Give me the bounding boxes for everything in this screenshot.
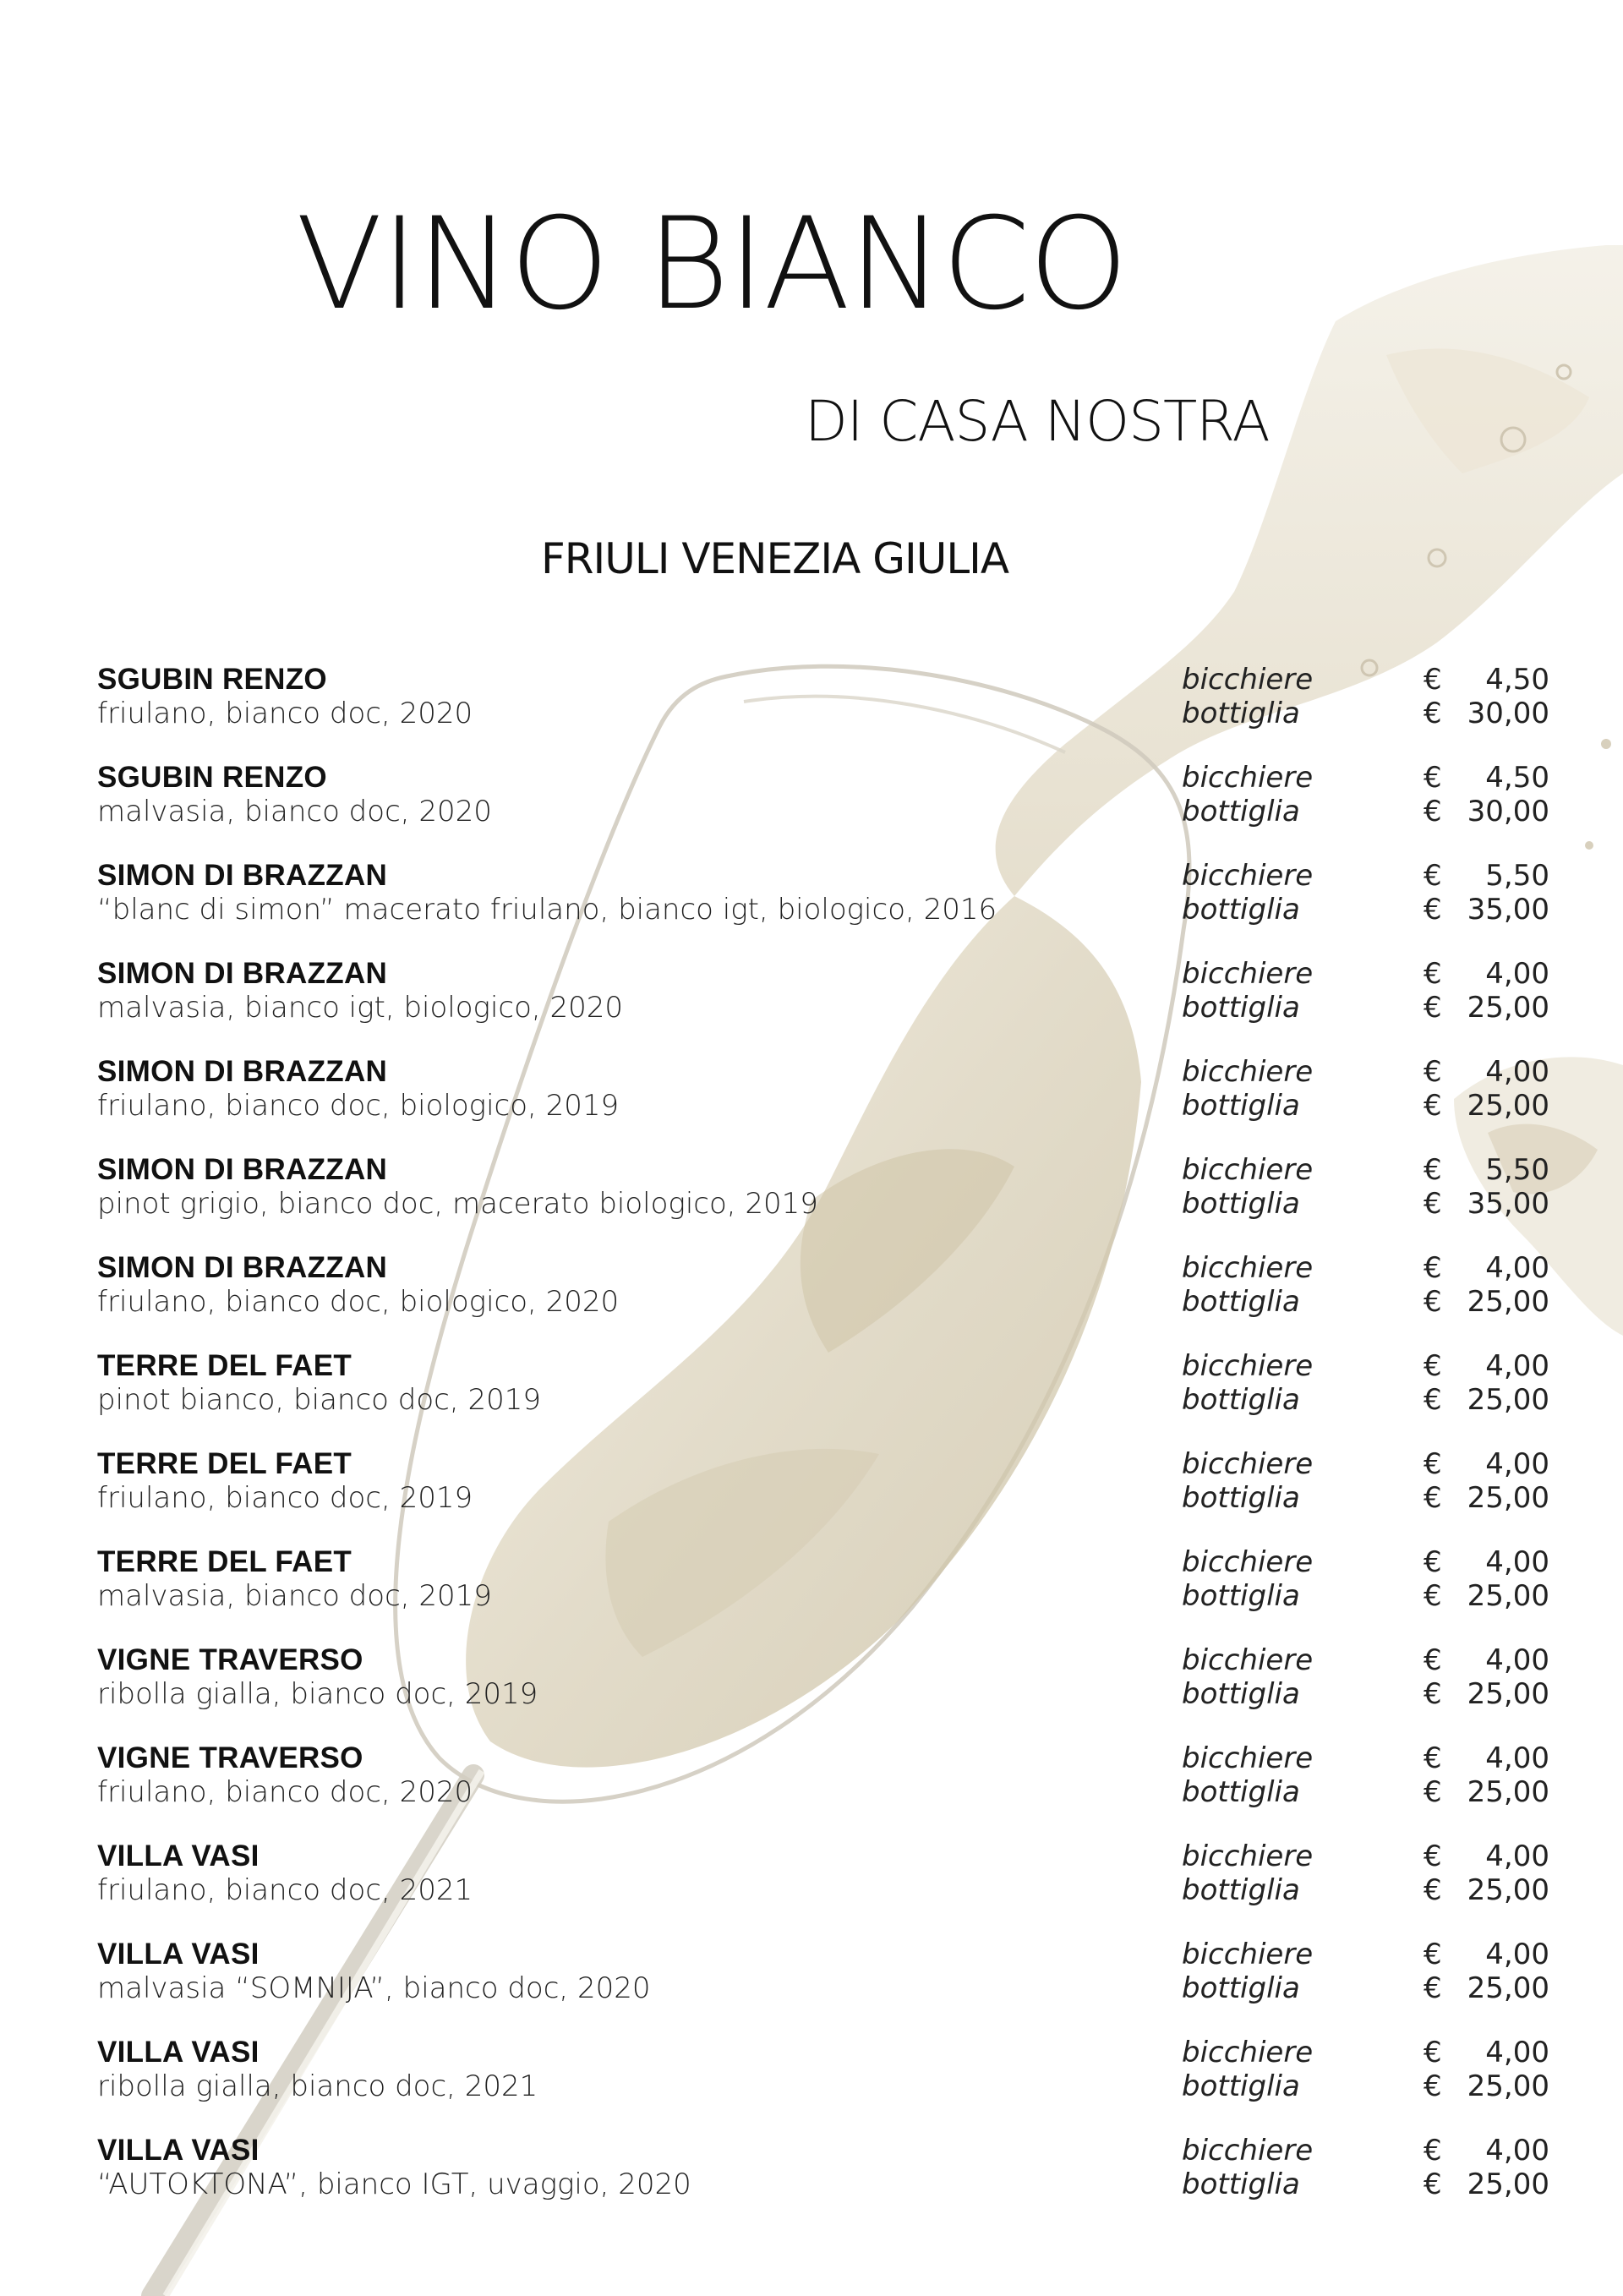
wine-description: friulano, bianco doc, biologico, 2019 — [97, 1089, 620, 1123]
glass-currency: € — [1424, 761, 1442, 795]
glass-currency: € — [1424, 1938, 1442, 1971]
bottle-label: bottiglia — [1182, 1089, 1300, 1123]
glass-currency: € — [1424, 1055, 1442, 1089]
glass-price: 4,00 — [1485, 1055, 1549, 1089]
bottle-currency: € — [1424, 1873, 1442, 1907]
wine-description: friulano, bianco doc, 2021 — [97, 1873, 473, 1907]
glass-price: 5,50 — [1485, 859, 1549, 893]
bottle-price-row — [1182, 1383, 1549, 1417]
bottle-price-row — [1182, 893, 1549, 927]
glass-currency: € — [1424, 1153, 1442, 1187]
glass-price-row — [1182, 2134, 1549, 2168]
bottle-price-row — [1182, 697, 1549, 730]
bottle-price: 25,00 — [1467, 1285, 1549, 1319]
glass-currency: € — [1424, 2134, 1442, 2168]
wine-description: friulano, bianco doc, biologico, 2020 — [97, 1285, 620, 1319]
glass-price-row — [1182, 957, 1549, 991]
glass-price-row — [1182, 1545, 1549, 1579]
wine-item — [97, 1643, 1549, 1741]
bottle-label: bottiglia — [1182, 893, 1300, 927]
bottle-price: 25,00 — [1467, 991, 1549, 1025]
bottle-currency: € — [1424, 795, 1442, 828]
wine-producer: SIMON DI BRAZZAN — [97, 1153, 388, 1186]
glass-label: bicchiere — [1182, 2036, 1314, 2069]
bottle-currency: € — [1424, 1285, 1442, 1319]
wine-item — [97, 1938, 1549, 2036]
glass-price-row — [1182, 1741, 1549, 1775]
glass-currency: € — [1424, 1741, 1442, 1775]
glass-price-row — [1182, 1447, 1549, 1481]
bottle-price: 30,00 — [1467, 795, 1549, 828]
bottle-label: bottiglia — [1182, 1579, 1300, 1613]
bottle-price-row — [1182, 2069, 1549, 2103]
bottle-price: 30,00 — [1467, 697, 1549, 730]
bottle-currency: € — [1424, 1187, 1442, 1221]
glass-price: 4,00 — [1485, 1938, 1549, 1971]
bottle-price-row — [1182, 1971, 1549, 2005]
wine-description: malvasia, bianco doc, 2020 — [97, 795, 492, 828]
wine-item — [97, 1447, 1549, 1545]
bottle-price-row — [1182, 1285, 1549, 1319]
wine-producer: SIMON DI BRAZZAN — [97, 957, 388, 990]
bottle-currency: € — [1424, 893, 1442, 927]
wine-item — [97, 2036, 1549, 2134]
bottle-price: 25,00 — [1467, 1089, 1549, 1123]
bottle-label: bottiglia — [1182, 991, 1300, 1025]
glass-label: bicchiere — [1182, 2134, 1314, 2168]
glass-price: 4,00 — [1485, 1545, 1549, 1579]
glass-price: 4,50 — [1485, 761, 1549, 795]
bottle-price: 25,00 — [1467, 1383, 1549, 1417]
wine-description: malvasia, bianco igt, biologico, 2020 — [97, 991, 624, 1025]
glass-price: 4,00 — [1485, 1251, 1549, 1285]
glass-label: bicchiere — [1182, 761, 1314, 795]
wine-producer: VILLA VASI — [97, 1840, 260, 1872]
bottle-price-row — [1182, 991, 1549, 1025]
glass-price: 4,00 — [1485, 1741, 1549, 1775]
bottle-currency: € — [1424, 991, 1442, 1025]
bottle-label: bottiglia — [1182, 795, 1300, 828]
region-heading: FRIULI VENEZIA GIULIA — [541, 534, 1009, 583]
wine-description: pinot grigio, bianco doc, macerato biologico, 2019 — [97, 1187, 818, 1221]
wine-producer: TERRE DEL FAET — [97, 1545, 352, 1578]
wine-producer: SIMON DI BRAZZAN — [97, 1055, 388, 1088]
wine-description: friulano, bianco doc, 2020 — [97, 697, 473, 730]
glass-price: 4,00 — [1485, 1643, 1549, 1677]
bottle-label: bottiglia — [1182, 2168, 1300, 2201]
bottle-label: bottiglia — [1182, 1971, 1300, 2005]
glass-label: bicchiere — [1182, 1643, 1314, 1677]
glass-currency: € — [1424, 1840, 1442, 1873]
bottle-label: bottiglia — [1182, 1383, 1300, 1417]
wine-description: ribolla gialla, bianco doc, 2019 — [97, 1677, 538, 1711]
glass-currency: € — [1424, 1545, 1442, 1579]
bottle-currency: € — [1424, 1383, 1442, 1417]
glass-label: bicchiere — [1182, 1840, 1314, 1873]
glass-price: 4,00 — [1485, 957, 1549, 991]
glass-price: 4,00 — [1485, 2134, 1549, 2168]
glass-price-row — [1182, 1840, 1549, 1873]
glass-price-row — [1182, 2036, 1549, 2069]
glass-label: bicchiere — [1182, 1251, 1314, 1285]
glass-currency: € — [1424, 2036, 1442, 2069]
glass-price-row — [1182, 1938, 1549, 1971]
bottle-label: bottiglia — [1182, 1677, 1300, 1711]
bottle-price: 25,00 — [1467, 2168, 1549, 2201]
glass-label: bicchiere — [1182, 1153, 1314, 1187]
glass-price: 4,00 — [1485, 1840, 1549, 1873]
wine-item — [97, 663, 1549, 761]
wine-description: pinot bianco, bianco doc, 2019 — [97, 1383, 541, 1417]
wine-producer: VILLA VASI — [97, 2036, 260, 2069]
glass-currency: € — [1424, 1643, 1442, 1677]
bottle-price: 25,00 — [1467, 1579, 1549, 1613]
bottle-currency: € — [1424, 1481, 1442, 1515]
glass-price-row — [1182, 859, 1549, 893]
bottle-price-row — [1182, 1677, 1549, 1711]
bottle-price-row — [1182, 1873, 1549, 1907]
wine-item — [97, 1741, 1549, 1840]
bottle-currency: € — [1424, 1775, 1442, 1809]
wine-producer: SGUBIN RENZO — [97, 663, 327, 696]
glass-label: bicchiere — [1182, 1938, 1314, 1971]
glass-price-row — [1182, 1251, 1549, 1285]
wine-item — [97, 859, 1549, 957]
bottle-currency: € — [1424, 2069, 1442, 2103]
bottle-price: 35,00 — [1467, 1187, 1549, 1221]
bottle-price: 25,00 — [1467, 1481, 1549, 1515]
wine-producer: VILLA VASI — [97, 1938, 260, 1971]
page-subtitle: DI CASA NOSTRA — [805, 389, 1270, 454]
glass-label: bicchiere — [1182, 957, 1314, 991]
wine-description: ribolla gialla, bianco doc, 2021 — [97, 2069, 538, 2103]
glass-currency: € — [1424, 663, 1442, 697]
bottle-label: bottiglia — [1182, 1187, 1300, 1221]
glass-currency: € — [1424, 1447, 1442, 1481]
bottle-price-row — [1182, 1579, 1549, 1613]
wine-item — [97, 2134, 1549, 2232]
wine-item — [97, 1349, 1549, 1447]
page-title: VINO BIANCO — [296, 191, 1127, 338]
glass-label: bicchiere — [1182, 1447, 1314, 1481]
bottle-price: 25,00 — [1467, 1971, 1549, 2005]
glass-label: bicchiere — [1182, 663, 1314, 697]
wine-producer: SGUBIN RENZO — [97, 761, 327, 794]
bottle-currency: € — [1424, 697, 1442, 730]
glass-price-row — [1182, 1055, 1549, 1089]
bottle-label: bottiglia — [1182, 2069, 1300, 2103]
bottle-currency: € — [1424, 1677, 1442, 1711]
wine-item — [97, 1055, 1549, 1153]
glass-price: 4,00 — [1485, 2036, 1549, 2069]
wine-list — [97, 663, 1549, 2232]
bottle-price-row — [1182, 1775, 1549, 1809]
glass-price-row — [1182, 761, 1549, 795]
wine-producer: TERRE DEL FAET — [97, 1447, 352, 1480]
wine-item — [97, 1153, 1549, 1251]
glass-currency: € — [1424, 957, 1442, 991]
glass-label: bicchiere — [1182, 1741, 1314, 1775]
glass-price: 4,00 — [1485, 1349, 1549, 1383]
bottle-price: 25,00 — [1467, 1873, 1549, 1907]
glass-price: 4,50 — [1485, 663, 1549, 697]
wine-description: malvasia, bianco doc, 2019 — [97, 1579, 492, 1613]
bottle-price: 25,00 — [1467, 1677, 1549, 1711]
bottle-label: bottiglia — [1182, 697, 1300, 730]
bottle-label: bottiglia — [1182, 1873, 1300, 1907]
glass-label: bicchiere — [1182, 1545, 1314, 1579]
glass-price-row — [1182, 1153, 1549, 1187]
bottle-label: bottiglia — [1182, 1285, 1300, 1319]
wine-item — [97, 761, 1549, 859]
wine-producer: VIGNE TRAVERSO — [97, 1643, 363, 1676]
bottle-price: 35,00 — [1467, 893, 1549, 927]
glass-price: 4,00 — [1485, 1447, 1549, 1481]
bottle-price-row — [1182, 2168, 1549, 2201]
glass-label: bicchiere — [1182, 1055, 1314, 1089]
wine-producer: VILLA VASI — [97, 2134, 260, 2167]
bottle-price-row — [1182, 1089, 1549, 1123]
wine-item — [97, 1545, 1549, 1643]
glass-price-row — [1182, 1643, 1549, 1677]
wine-producer: SIMON DI BRAZZAN — [97, 1251, 388, 1284]
glass-price-row — [1182, 663, 1549, 697]
bottle-price: 25,00 — [1467, 2069, 1549, 2103]
bottle-currency: € — [1424, 2168, 1442, 2201]
bottle-price-row — [1182, 795, 1549, 828]
glass-currency: € — [1424, 859, 1442, 893]
glass-currency: € — [1424, 1349, 1442, 1383]
bottle-price: 25,00 — [1467, 1775, 1549, 1809]
bottle-currency: € — [1424, 1089, 1442, 1123]
wine-producer: SIMON DI BRAZZAN — [97, 859, 388, 892]
wine-item — [97, 957, 1549, 1055]
wine-producer: VIGNE TRAVERSO — [97, 1741, 363, 1774]
glass-price: 5,50 — [1485, 1153, 1549, 1187]
bottle-currency: € — [1424, 1579, 1442, 1613]
glass-price-row — [1182, 1349, 1549, 1383]
bottle-label: bottiglia — [1182, 1775, 1300, 1809]
wine-description: friulano, bianco doc, 2020 — [97, 1775, 473, 1809]
bottle-label: bottiglia — [1182, 1481, 1300, 1515]
wine-description: “blanc di simon” macerato friulano, bianco igt, biologico, 2016 — [97, 893, 997, 927]
glass-currency: € — [1424, 1251, 1442, 1285]
wine-item — [97, 1251, 1549, 1349]
wine-description: friulano, bianco doc, 2019 — [97, 1481, 473, 1515]
bottle-currency: € — [1424, 1971, 1442, 2005]
wine-description: malvasia “SOMNIJA”, bianco doc, 2020 — [97, 1971, 651, 2005]
wine-description: “AUTOKTONA”, bianco IGT, uvaggio, 2020 — [97, 2168, 691, 2201]
glass-label: bicchiere — [1182, 859, 1314, 893]
glass-label: bicchiere — [1182, 1349, 1314, 1383]
wine-item — [97, 1840, 1549, 1938]
bottle-price-row — [1182, 1187, 1549, 1221]
bottle-price-row — [1182, 1481, 1549, 1515]
wine-producer: TERRE DEL FAET — [97, 1349, 352, 1382]
